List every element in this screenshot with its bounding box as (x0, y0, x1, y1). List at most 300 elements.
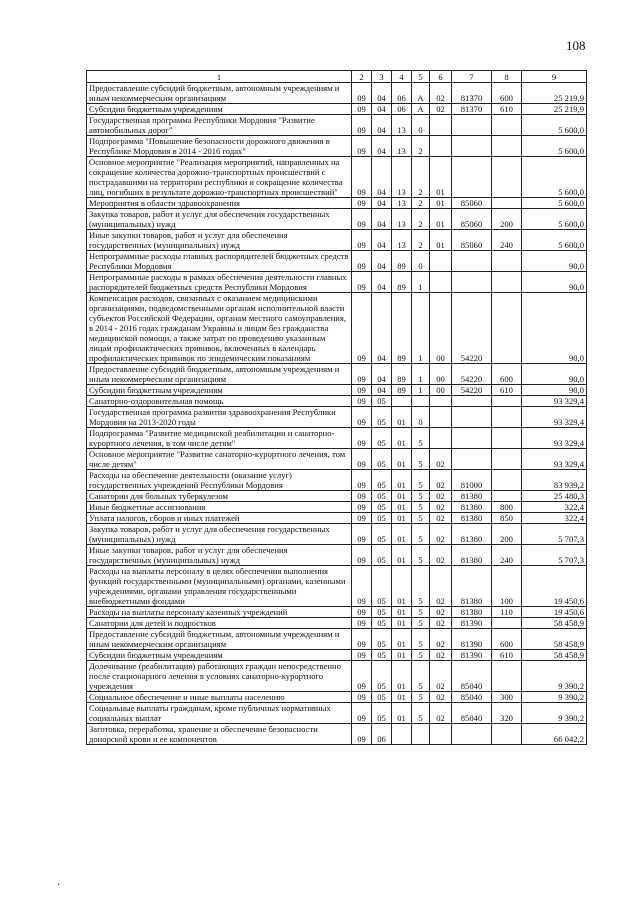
code-subsection-cell: 13 (392, 136, 412, 157)
amount-cell: 5 600,0 (522, 230, 587, 251)
code-program-cell: 5 (412, 491, 430, 502)
code-program-cell (412, 396, 430, 407)
code-section-cell: 05 (372, 524, 392, 545)
code-ministry-cell: 09 (352, 629, 372, 650)
table-row (87, 157, 587, 198)
code-section-cell: 04 (372, 136, 392, 157)
code-subprogram-cell (430, 272, 452, 293)
code-section-cell: 05 (372, 470, 392, 491)
expense-name-cell: Предоставление субсидий бюджетным, автономным учреждениям и иным некоммерческим организациям (87, 364, 352, 385)
code-ministry-cell: 09 (352, 407, 372, 428)
code-subsection-cell: 89 (392, 364, 412, 385)
table-row (87, 396, 587, 407)
code-section-cell: 06 (372, 724, 392, 745)
table-row (87, 230, 587, 251)
code-direction-cell (452, 157, 492, 198)
code-subsection-cell: 01 (392, 692, 412, 703)
code-subprogram-cell: 01 (430, 157, 452, 198)
table-row (87, 104, 587, 115)
code-subsection-cell: 01 (392, 491, 412, 502)
amount-cell: 58 458,9 (522, 629, 587, 650)
header-cell: 7 (452, 71, 492, 83)
code-subprogram-cell (430, 407, 452, 428)
code-program-cell: 2 (412, 209, 430, 230)
code-program-cell: 2 (412, 198, 430, 209)
code-subprogram-cell: 01 (430, 209, 452, 230)
code-section-cell: 04 (372, 230, 392, 251)
header-row (87, 71, 587, 83)
code-ministry-cell: 09 (352, 513, 372, 524)
code-subprogram-cell: 02 (430, 661, 452, 692)
code-section-cell: 04 (372, 364, 392, 385)
code-subprogram-cell (430, 396, 452, 407)
amount-cell: 322,4 (522, 502, 587, 513)
expense-name-cell: Социальное обеспечение и иные выплаты населению (87, 692, 352, 703)
header-cell: 3 (372, 71, 392, 83)
amount-cell: 5 600,0 (522, 157, 587, 198)
header-cell: 4 (392, 71, 412, 83)
code-section-cell: 05 (372, 491, 392, 502)
table-row (87, 209, 587, 230)
expense-name-cell: Субсидии бюджетным учреждениям (87, 650, 352, 661)
table-row (87, 629, 587, 650)
code-ministry-cell: 09 (352, 293, 372, 364)
expense-name-cell: Санаторно-оздоровительная помощь (87, 396, 352, 407)
code-ministry-cell: 09 (352, 470, 372, 491)
code-kind-cell: 100 (492, 566, 522, 607)
expense-name-cell: Предоставление субсидий бюджетным, автономным учреждениям и иным некоммерческим организациям (87, 83, 352, 104)
code-kind-cell: 200 (492, 209, 522, 230)
budget-table (86, 70, 587, 745)
code-kind-cell (492, 272, 522, 293)
expense-name-cell: Санатории для детей и подростков (87, 618, 352, 629)
code-subsection-cell: 01 (392, 607, 412, 618)
table-row (87, 293, 587, 364)
code-subprogram-cell: 02 (430, 566, 452, 607)
code-subprogram-cell: 02 (430, 513, 452, 524)
code-subsection-cell (392, 724, 412, 745)
code-ministry-cell: 09 (352, 428, 372, 449)
amount-cell: 58 458,9 (522, 650, 587, 661)
table-row (87, 524, 587, 545)
code-ministry-cell: 09 (352, 618, 372, 629)
code-section-cell: 05 (372, 513, 392, 524)
code-subsection-cell: 01 (392, 513, 412, 524)
expense-name-cell: Закупка товаров, работ и услуг для обеспечения государственных (муниципальных) нужд (87, 524, 352, 545)
code-direction-cell: 85060 (452, 209, 492, 230)
code-direction-cell: 81390 (452, 618, 492, 629)
code-program-cell: 5 (412, 428, 430, 449)
table-row (87, 618, 587, 629)
code-direction-cell (452, 251, 492, 272)
code-section-cell: 05 (372, 607, 392, 618)
code-direction-cell: 81370 (452, 104, 492, 115)
code-program-cell: 5 (412, 513, 430, 524)
code-ministry-cell: 09 (352, 566, 372, 607)
code-direction-cell: 54220 (452, 385, 492, 396)
amount-cell: 5 600,0 (522, 115, 587, 136)
code-subprogram-cell: 02 (430, 545, 452, 566)
code-subprogram-cell: 02 (430, 502, 452, 513)
code-direction-cell: 81380 (452, 491, 492, 502)
code-ministry-cell: 09 (352, 724, 372, 745)
code-kind-cell: 320 (492, 703, 522, 724)
table-row (87, 449, 587, 470)
code-subprogram-cell: 02 (430, 692, 452, 703)
code-ministry-cell: 09 (352, 449, 372, 470)
code-section-cell: 05 (372, 618, 392, 629)
code-subsection-cell: 13 (392, 198, 412, 209)
table-body (87, 83, 587, 745)
code-program-cell: 1 (412, 293, 430, 364)
code-subprogram-cell (430, 136, 452, 157)
code-kind-cell: 240 (492, 230, 522, 251)
code-direction-cell: 54220 (452, 364, 492, 385)
amount-cell: 90,0 (522, 293, 587, 364)
amount-cell: 93 329,4 (522, 428, 587, 449)
table-row (87, 385, 587, 396)
table-row (87, 607, 587, 618)
amount-cell: 90,0 (522, 272, 587, 293)
table-row (87, 703, 587, 724)
code-section-cell: 05 (372, 396, 392, 407)
code-kind-cell (492, 491, 522, 502)
code-subsection-cell: 01 (392, 449, 412, 470)
code-program-cell: 5 (412, 629, 430, 650)
code-program-cell: 5 (412, 661, 430, 692)
amount-cell: 5 707,3 (522, 524, 587, 545)
code-direction-cell: 85060 (452, 198, 492, 209)
code-kind-cell: 600 (492, 83, 522, 104)
code-kind-cell (492, 293, 522, 364)
expense-name-cell: Непрограммные расходы главных распорядителей бюджетных средств Республики Мордовия (87, 251, 352, 272)
code-kind-cell: 110 (492, 607, 522, 618)
code-kind-cell: 600 (492, 629, 522, 650)
code-subsection-cell: 01 (392, 428, 412, 449)
code-kind-cell: 800 (492, 502, 522, 513)
amount-cell: 83 939,2 (522, 470, 587, 491)
code-section-cell: 04 (372, 104, 392, 115)
code-kind-cell (492, 251, 522, 272)
expense-name-cell: Закупка товаров, работ и услуг для обеспечения государственных (муниципальных) нужд (87, 209, 352, 230)
expense-name-cell: Социальные выплаты гражданам, кроме публичных нормативных социальных выплат (87, 703, 352, 724)
expense-name-cell: Иные бюджетные ассигнования (87, 502, 352, 513)
code-subprogram-cell: 02 (430, 491, 452, 502)
table-row (87, 364, 587, 385)
code-direction-cell (452, 396, 492, 407)
code-program-cell: 0 (412, 407, 430, 428)
code-program-cell: 5 (412, 692, 430, 703)
code-direction-cell: 85040 (452, 703, 492, 724)
expense-name-cell: Расходы на обеспечение деятельности (оказание услуг) государственных учреждений Республики Мордовия (87, 470, 352, 491)
code-direction-cell: 81380 (452, 513, 492, 524)
code-direction-cell: 81380 (452, 545, 492, 566)
code-ministry-cell: 09 (352, 491, 372, 502)
code-program-cell: 5 (412, 607, 430, 618)
code-kind-cell: 610 (492, 104, 522, 115)
code-subprogram-cell: 02 (430, 470, 452, 491)
code-direction-cell (452, 115, 492, 136)
code-kind-cell (492, 407, 522, 428)
code-section-cell: 05 (372, 407, 392, 428)
code-subprogram-cell: 00 (430, 293, 452, 364)
scan-mark: · (57, 880, 61, 891)
expense-name-cell: Непрограммные расходы в рамках обеспечения деятельности главных распорядителей бюджетных средств Республики Мордовия (87, 272, 352, 293)
code-section-cell: 04 (372, 385, 392, 396)
code-subprogram-cell (430, 428, 452, 449)
code-direction-cell: 81000 (452, 470, 492, 491)
code-section-cell: 05 (372, 566, 392, 607)
expense-name-cell: Компенсация расходов, связанных с оказанием медицинскими организациями, подведомственными органам исполнительной власти субъектов Российской Федерации, органам местного самоуправления, в 2014 - 2016 годах гражданам Украины и лицам без гражданства медицинской помощи, а также затрат по проведению указанным лицам профилактических прививок, включенных в календарь профилактических прививок по эпидемическим показаниям (87, 293, 352, 364)
code-program-cell: 0 (412, 115, 430, 136)
code-direction-cell: 85040 (452, 661, 492, 692)
table-row (87, 545, 587, 566)
table-row (87, 251, 587, 272)
code-direction-cell: 81380 (452, 502, 492, 513)
header-cell: 5 (412, 71, 430, 83)
code-section-cell: 04 (372, 115, 392, 136)
page-number: 108 (566, 38, 586, 53)
code-program-cell: 1 (412, 385, 430, 396)
code-ministry-cell: 09 (352, 198, 372, 209)
code-program-cell (412, 724, 430, 745)
code-subprogram-cell (430, 724, 452, 745)
code-kind-cell: 200 (492, 524, 522, 545)
code-section-cell: 04 (372, 157, 392, 198)
expense-name-cell: Иные закупки товаров, работ и услуг для обеспечения государственных (муниципальных) нужд (87, 230, 352, 251)
code-ministry-cell: 09 (352, 692, 372, 703)
amount-cell: 19 450,6 (522, 607, 587, 618)
code-subsection-cell: 01 (392, 407, 412, 428)
table-row (87, 470, 587, 491)
code-subprogram-cell: 02 (430, 449, 452, 470)
code-subprogram-cell: 02 (430, 650, 452, 661)
amount-cell: 5 600,0 (522, 198, 587, 209)
amount-cell: 9 390,2 (522, 703, 587, 724)
expense-name-cell: Подпрограмма "Повышение безопасности дорожного движения в Республике Мордовия в 2014 - 2016 годах" (87, 136, 352, 157)
code-direction-cell (452, 428, 492, 449)
code-ministry-cell: 09 (352, 115, 372, 136)
code-ministry-cell: 09 (352, 230, 372, 251)
code-section-cell: 04 (372, 209, 392, 230)
table-row (87, 692, 587, 703)
code-subsection-cell: 01 (392, 502, 412, 513)
table-row (87, 724, 587, 745)
code-direction-cell: 81390 (452, 629, 492, 650)
code-program-cell: 5 (412, 502, 430, 513)
amount-cell: 93 329,4 (522, 407, 587, 428)
table-row (87, 272, 587, 293)
expense-name-cell: Мероприятия в области здравоохранения (87, 198, 352, 209)
expense-name-cell: Субсидии бюджетным учреждениям (87, 104, 352, 115)
code-section-cell: 05 (372, 692, 392, 703)
code-ministry-cell: 09 (352, 502, 372, 513)
code-section-cell: 05 (372, 545, 392, 566)
code-direction-cell: 85040 (452, 692, 492, 703)
code-ministry-cell: 09 (352, 703, 372, 724)
table-row (87, 136, 587, 157)
expense-name-cell: Уплата налогов, сборов и иных платежей (87, 513, 352, 524)
code-program-cell: 5 (412, 703, 430, 724)
code-direction-cell (452, 724, 492, 745)
header-cell: 9 (522, 71, 587, 83)
table-row (87, 566, 587, 607)
amount-cell: 90,0 (522, 251, 587, 272)
code-subsection-cell: 06 (392, 104, 412, 115)
code-program-cell: 5 (412, 618, 430, 629)
code-kind-cell (492, 115, 522, 136)
code-direction-cell: 81370 (452, 83, 492, 104)
code-subsection-cell: 89 (392, 251, 412, 272)
code-section-cell: 05 (372, 661, 392, 692)
amount-cell: 66 042,2 (522, 724, 587, 745)
table-row (87, 650, 587, 661)
code-subsection-cell: 01 (392, 566, 412, 607)
code-program-cell: 5 (412, 566, 430, 607)
code-program-cell: А (412, 104, 430, 115)
code-program-cell: 5 (412, 449, 430, 470)
code-program-cell: 2 (412, 157, 430, 198)
code-subprogram-cell: 00 (430, 364, 452, 385)
code-kind-cell (492, 661, 522, 692)
code-direction-cell: 81380 (452, 566, 492, 607)
code-section-cell: 04 (372, 198, 392, 209)
header-cell: 6 (430, 71, 452, 83)
code-ministry-cell: 09 (352, 607, 372, 618)
code-subsection-cell: 13 (392, 209, 412, 230)
expense-name-cell: Государственная программа Республики Мордовия "Развитие автомобильных дорог" (87, 115, 352, 136)
amount-cell: 25 219,9 (522, 104, 587, 115)
code-section-cell: 05 (372, 703, 392, 724)
amount-cell: 93 329,4 (522, 396, 587, 407)
code-direction-cell: 85060 (452, 230, 492, 251)
expense-name-cell: Субсидии бюджетным учреждениям (87, 385, 352, 396)
code-kind-cell: 600 (492, 364, 522, 385)
code-kind-cell (492, 136, 522, 157)
code-section-cell: 04 (372, 272, 392, 293)
code-subprogram-cell (430, 251, 452, 272)
code-kind-cell: 610 (492, 385, 522, 396)
code-kind-cell (492, 470, 522, 491)
table-row (87, 513, 587, 524)
code-ministry-cell: 09 (352, 83, 372, 104)
code-section-cell: 05 (372, 502, 392, 513)
expense-name-cell: Заготовка, переработка, хранение и обеспечение безопасности донорской крови и ее компонентов (87, 724, 352, 745)
code-ministry-cell: 09 (352, 661, 372, 692)
code-program-cell: 5 (412, 545, 430, 566)
code-subsection-cell: 01 (392, 661, 412, 692)
code-section-cell: 05 (372, 449, 392, 470)
code-subsection-cell: 89 (392, 293, 412, 364)
code-program-cell: 5 (412, 524, 430, 545)
code-subprogram-cell: 01 (430, 198, 452, 209)
code-subsection-cell: 01 (392, 618, 412, 629)
amount-cell: 25 219,9 (522, 83, 587, 104)
code-kind-cell: 240 (492, 545, 522, 566)
amount-cell: 5 600,0 (522, 209, 587, 230)
amount-cell: 58 458,9 (522, 618, 587, 629)
code-ministry-cell: 09 (352, 385, 372, 396)
table-row (87, 491, 587, 502)
expense-name-cell: Расходы на выплаты персоналу в целях обеспечения выполнения функций государственными (муниципальными) органами, казенными учреждениями, органами управления государственными внебюджетными фондами (87, 566, 352, 607)
code-section-cell: 05 (372, 650, 392, 661)
code-section-cell: 05 (372, 629, 392, 650)
table-row (87, 115, 587, 136)
code-direction-cell: 81390 (452, 650, 492, 661)
table-row (87, 198, 587, 209)
code-section-cell: 04 (372, 251, 392, 272)
code-subsection-cell: 89 (392, 385, 412, 396)
expense-name-cell: Санатории для больных туберкулезом (87, 491, 352, 502)
code-subprogram-cell: 02 (430, 104, 452, 115)
code-direction-cell: 81380 (452, 524, 492, 545)
code-subsection-cell: 01 (392, 629, 412, 650)
code-subprogram-cell: 02 (430, 703, 452, 724)
expense-name-cell: Подпрограмма "Развитие медицинской реабилитации и санаторно-курортного лечения, в том числе детям" (87, 428, 352, 449)
amount-cell: 5 600,0 (522, 136, 587, 157)
code-ministry-cell: 09 (352, 650, 372, 661)
code-subprogram-cell: 01 (430, 230, 452, 251)
amount-cell: 93 329,4 (522, 449, 587, 470)
expense-name-cell: Предоставление субсидий бюджетным, автономным учреждениям и иным некоммерческим организациям (87, 629, 352, 650)
code-subsection-cell: 01 (392, 703, 412, 724)
amount-cell: 9 390,2 (522, 692, 587, 703)
code-direction-cell (452, 449, 492, 470)
amount-cell: 90,0 (522, 364, 587, 385)
code-kind-cell (492, 396, 522, 407)
code-direction-cell: 54220 (452, 293, 492, 364)
code-ministry-cell: 09 (352, 524, 372, 545)
code-subsection-cell: 13 (392, 157, 412, 198)
code-direction-cell: 81380 (452, 607, 492, 618)
amount-cell: 322,4 (522, 513, 587, 524)
code-ministry-cell: 09 (352, 157, 372, 198)
code-ministry-cell: 09 (352, 364, 372, 385)
header-cell: 1 (87, 71, 352, 83)
code-ministry-cell: 09 (352, 136, 372, 157)
code-kind-cell (492, 428, 522, 449)
code-program-cell: 1 (412, 272, 430, 293)
code-program-cell: 5 (412, 650, 430, 661)
header-cell: 2 (352, 71, 372, 83)
header-cell: 8 (492, 71, 522, 83)
table-row (87, 83, 587, 104)
code-subprogram-cell: 02 (430, 524, 452, 545)
code-kind-cell: 850 (492, 513, 522, 524)
code-program-cell: 2 (412, 136, 430, 157)
code-kind-cell (492, 449, 522, 470)
code-subsection-cell: 01 (392, 650, 412, 661)
expense-name-cell: Основное мероприятие "Развитие санаторно-курортного лечения, том числе детям" (87, 449, 352, 470)
code-subsection-cell: 89 (392, 272, 412, 293)
code-subsection-cell: 01 (392, 470, 412, 491)
table-row (87, 502, 587, 513)
code-kind-cell (492, 618, 522, 629)
code-program-cell: 5 (412, 470, 430, 491)
table-row (87, 407, 587, 428)
code-ministry-cell: 09 (352, 104, 372, 115)
amount-cell: 19 450,6 (522, 566, 587, 607)
code-program-cell: А (412, 83, 430, 104)
code-program-cell: 0 (412, 251, 430, 272)
code-subprogram-cell (430, 115, 452, 136)
code-direction-cell (452, 136, 492, 157)
amount-cell: 90,0 (522, 385, 587, 396)
code-subsection-cell (392, 396, 412, 407)
expense-name-cell: Расходы на выплаты персоналу казенных учреждений (87, 607, 352, 618)
code-subprogram-cell: 02 (430, 83, 452, 104)
code-section-cell: 05 (372, 428, 392, 449)
